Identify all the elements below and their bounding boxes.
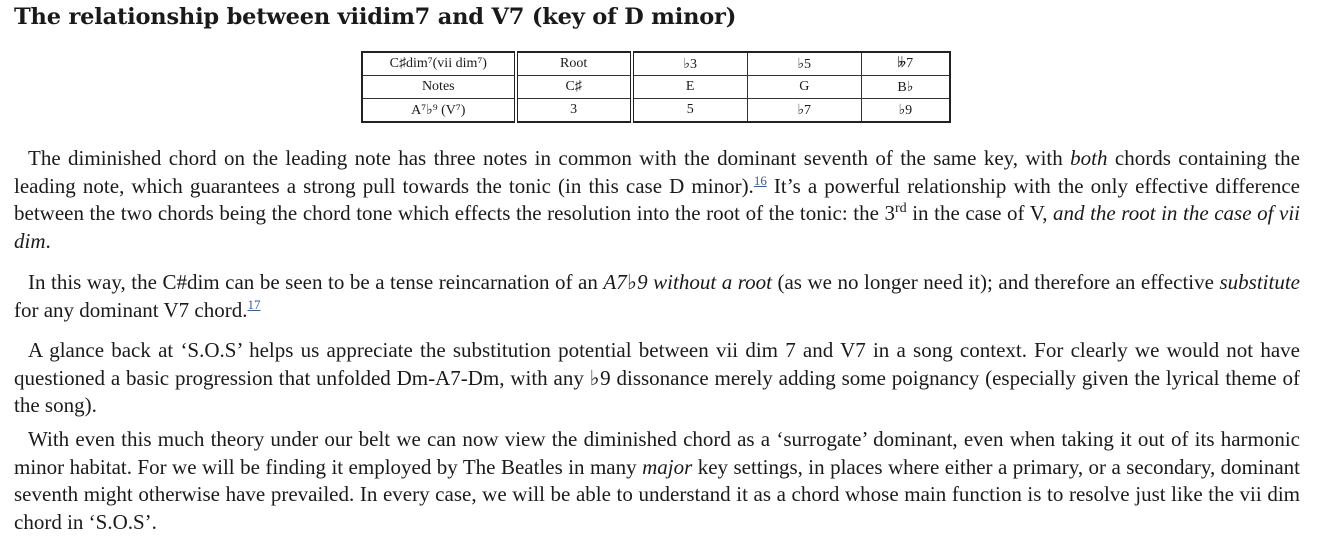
section-heading: The relationship between viidim7 and V7 (key of D minor) [14,4,737,30]
emphasis-text: A7♭9 without a root [603,270,772,294]
table-cell: ♭7 [747,99,861,123]
body-paragraph [14,426,1300,536]
paragraph-text: It’s a powerful relationship with the only effective difference between the two chords being the chord tone which effects the resolution into the root of the tonic: the 3 [14,173,1300,225]
chord-comparison-table [361,51,951,123]
paragraph-text: in the case of V, [906,201,1054,225]
ordinal-suffix: rd [894,201,907,216]
table-cell: ♭5 [747,52,861,76]
paragraph-text: A glance back at ‘S.O.S’ helps us appreciate the substitution potential between vii dim 7 and V7 in a song context. For clearly we would not have questioned a basic progression that unfolded Dm-A7-Dm, with any ♭9 dissonance merely adding some poignancy (especially given the lyrical theme of the song). [14,338,1300,417]
table-cell: Notes [362,76,516,99]
table-cell: ♭9 [861,99,950,123]
paragraph-text: . [45,228,51,253]
paragraph-text: key settings, in places where either a primary, or a secondary, dominant seventh might otherwise have prevailed. In every case, we will be able to understand it as a chord whose main function is to resolve just like the vii dim chord in ‘S.O.S’. [14,454,1300,534]
body-paragraph [14,145,1300,255]
emphasis-text: both [1070,146,1108,170]
table-cell: 𝄫7 [861,52,950,76]
emphasis-text: substitute [1219,270,1300,294]
table-row [362,52,950,76]
table-row [362,99,950,123]
body-paragraph [14,337,1300,420]
table-row [362,76,950,99]
paragraph-text: In this way, the C#dim can be seen to be a tense reincarnation of an [28,270,604,294]
table-cell: 5 [632,99,748,123]
table-cell: ♭3 [632,52,748,76]
footnote-link[interactable]: 16 [753,172,767,188]
table-cell: 3 [516,99,632,123]
paragraph-text: (as we no longer need it); and therefore an effective [771,270,1220,294]
table-cell: C♯ [516,76,632,99]
emphasis-text: and the root in the case of vii dim [14,201,1300,253]
paragraph-text: chords containing the leading note, which guarantees a strong pull towards the tonic (in this case D minor). [14,146,1300,198]
body-paragraph [14,269,1300,324]
table-cell: B♭ [861,76,950,99]
table-cell: G [747,76,861,99]
table-cell: E [632,76,748,99]
table-cell: C♯dim⁷(vii dim⁷) [362,52,516,76]
paragraph-text: The diminished chord on the leading note has three notes in common with the dominant seventh of the same key, with [28,146,1071,170]
paragraph-text: With even this much theory under our belt we can now view the diminished chord as a ‘surrogate’ dominant, even when taking it out of its harmonic minor habitat. For we will be finding it employed by The Beatles in many [14,427,1300,479]
table-cell: Root [516,52,632,76]
footnote-link[interactable]: 17 [247,296,261,312]
table-cell: A⁷♭⁹ (V⁷) [362,99,516,123]
emphasis-text: major [642,454,693,479]
paragraph-text: for any dominant V7 chord. [14,297,248,322]
